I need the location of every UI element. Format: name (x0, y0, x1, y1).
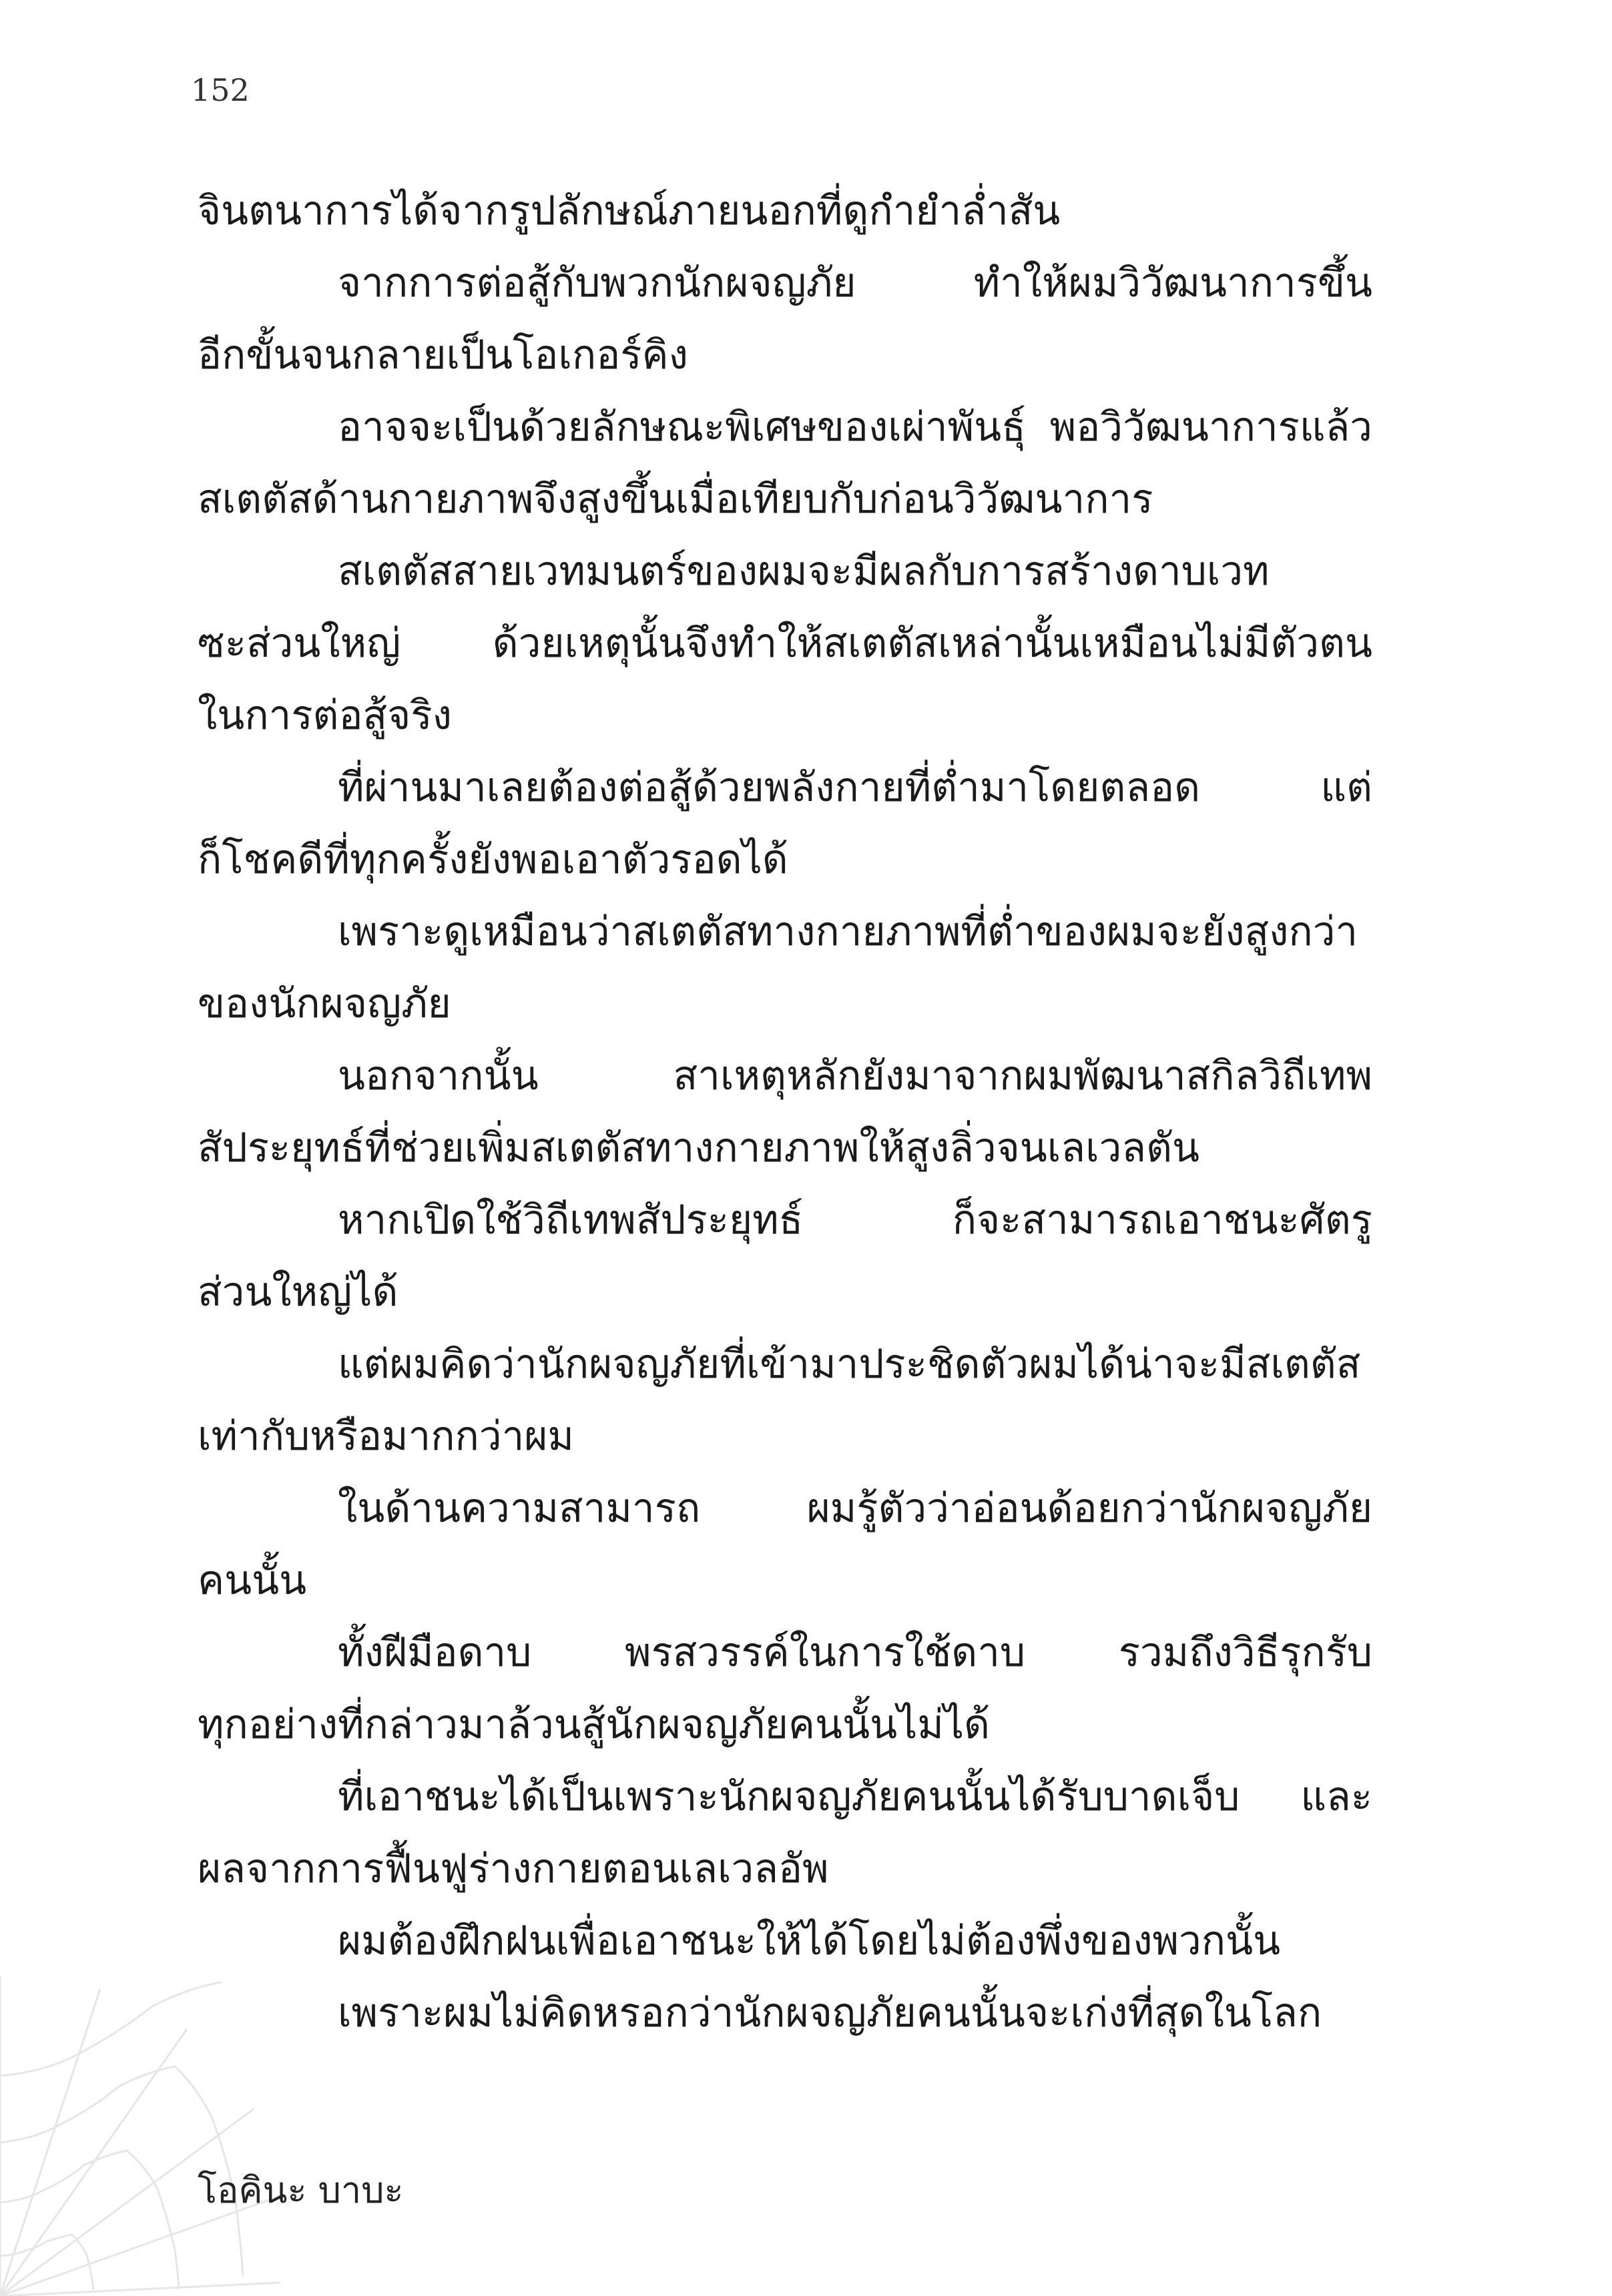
text-line: อาจจะเป็นด้วยลักษณะพิเศษของเผ่าพันธุ์ พอวิวัฒนาการแล้ว (338, 404, 1372, 451)
page-number: 152 (191, 72, 250, 108)
text-line: ส่วนใหญ่ได้ (198, 1269, 398, 1316)
text-line: หากเปิดใช้วิถีเทพสัประยุทธ์ ก็จะสามารถเอาชนะศัตรู (338, 1197, 1372, 1243)
text-line: สเตตัสสายเวทมนตร์ของผมจะมีผลกับการสร้างดาบเวท (338, 548, 1270, 595)
text-line: ในการต่อสู้จริง (198, 692, 452, 739)
book-title-footer: โอคินะ บาบะ (198, 2169, 404, 2211)
spider-web-decoration (0, 1976, 280, 2296)
text-line: เท่ากับหรือมากกว่าผม (198, 1413, 574, 1460)
text-line: ทุกอย่างที่กล่าวมาล้วนสู้นักผจญภัยคนนั้นไม่ได้ (198, 1701, 990, 1748)
text-line: ผลจากการฟื้นฟูร่างกายตอนเลเวลอัพ (198, 1845, 829, 1892)
text-line: สัประยุทธ์ที่ช่วยเพิ่มสเตตัสทางกายภาพให้สูงลิ่วจนเลเวลตัน (198, 1125, 1200, 1171)
text-line: ทั้งฝีมือดาบ พรสวรรค์ในการใช้ดาบ รวมถึงวิธีรุกรับ (338, 1629, 1372, 1676)
text-line: คนนั้น (198, 1557, 307, 1604)
text-line: ที่เอาชนะได้เป็นเพราะนักผจญภัยคนนั้นได้รับบาดเจ็บ และ (338, 1773, 1372, 1820)
text-line: จากการต่อสู้กับพวกนักผจญภัย ทำให้ผมวิวัฒนาการขึ้น (338, 260, 1372, 306)
text-line: จินตนาการได้จากรูปลักษณ์ภายนอกที่ดูกำยำล่ำสัน (198, 188, 1061, 234)
text-line: ในด้านความสามารถ ผมรู้ตัวว่าอ่อนด้อยกว่านักผจญภัย (338, 1485, 1372, 1532)
text-line: สเตตัสด้านกายภาพจึงสูงขึ้นเมื่อเทียบกับก่อนวิวัฒนาการ (198, 476, 1153, 523)
text-line: เพราะผมไม่คิดหรอกว่านักผจญภัยคนนั้นจะเก่งที่สุดในโลก (338, 1990, 1322, 2036)
text-line: ผมต้องฝึกฝนเพื่อเอาชนะให้ได้โดยไม่ต้องพึ่งของพวกนั้น (338, 1918, 1281, 1964)
text-line: เพราะดูเหมือนว่าสเตตัสทางกายภาพที่ต่ำของผมจะยังสูงกว่า (338, 908, 1358, 955)
text-line: นอกจากนั้น สาเหตุหลักยังมาจากผมพัฒนาสกิลวิถีเทพ (338, 1053, 1372, 1099)
text-line: ซะส่วนใหญ่ ด้วยเหตุนั้นจึงทำให้สเตตัสเหล่านั้นเหมือนไม่มีตัวตน (198, 620, 1372, 667)
text-line: ของนักผจญภัย (198, 980, 451, 1027)
body-text (198, 175, 1372, 2049)
text-line: ที่ผ่านมาเลยต้องต่อสู้ด้วยพลังกายที่ต่ำมาโดยตลอด แต่ (338, 764, 1372, 811)
text-line: ก็โชคดีที่ทุกครั้งยังพอเอาตัวรอดได้ (198, 836, 788, 883)
text-line: แต่ผมคิดว่านักผจญภัยที่เข้ามาประชิดตัวผมได้น่าจะมีสเตตัส (338, 1341, 1361, 1388)
text-line: อีกขั้นจนกลายเป็นโอเกอร์คิง (198, 332, 688, 378)
